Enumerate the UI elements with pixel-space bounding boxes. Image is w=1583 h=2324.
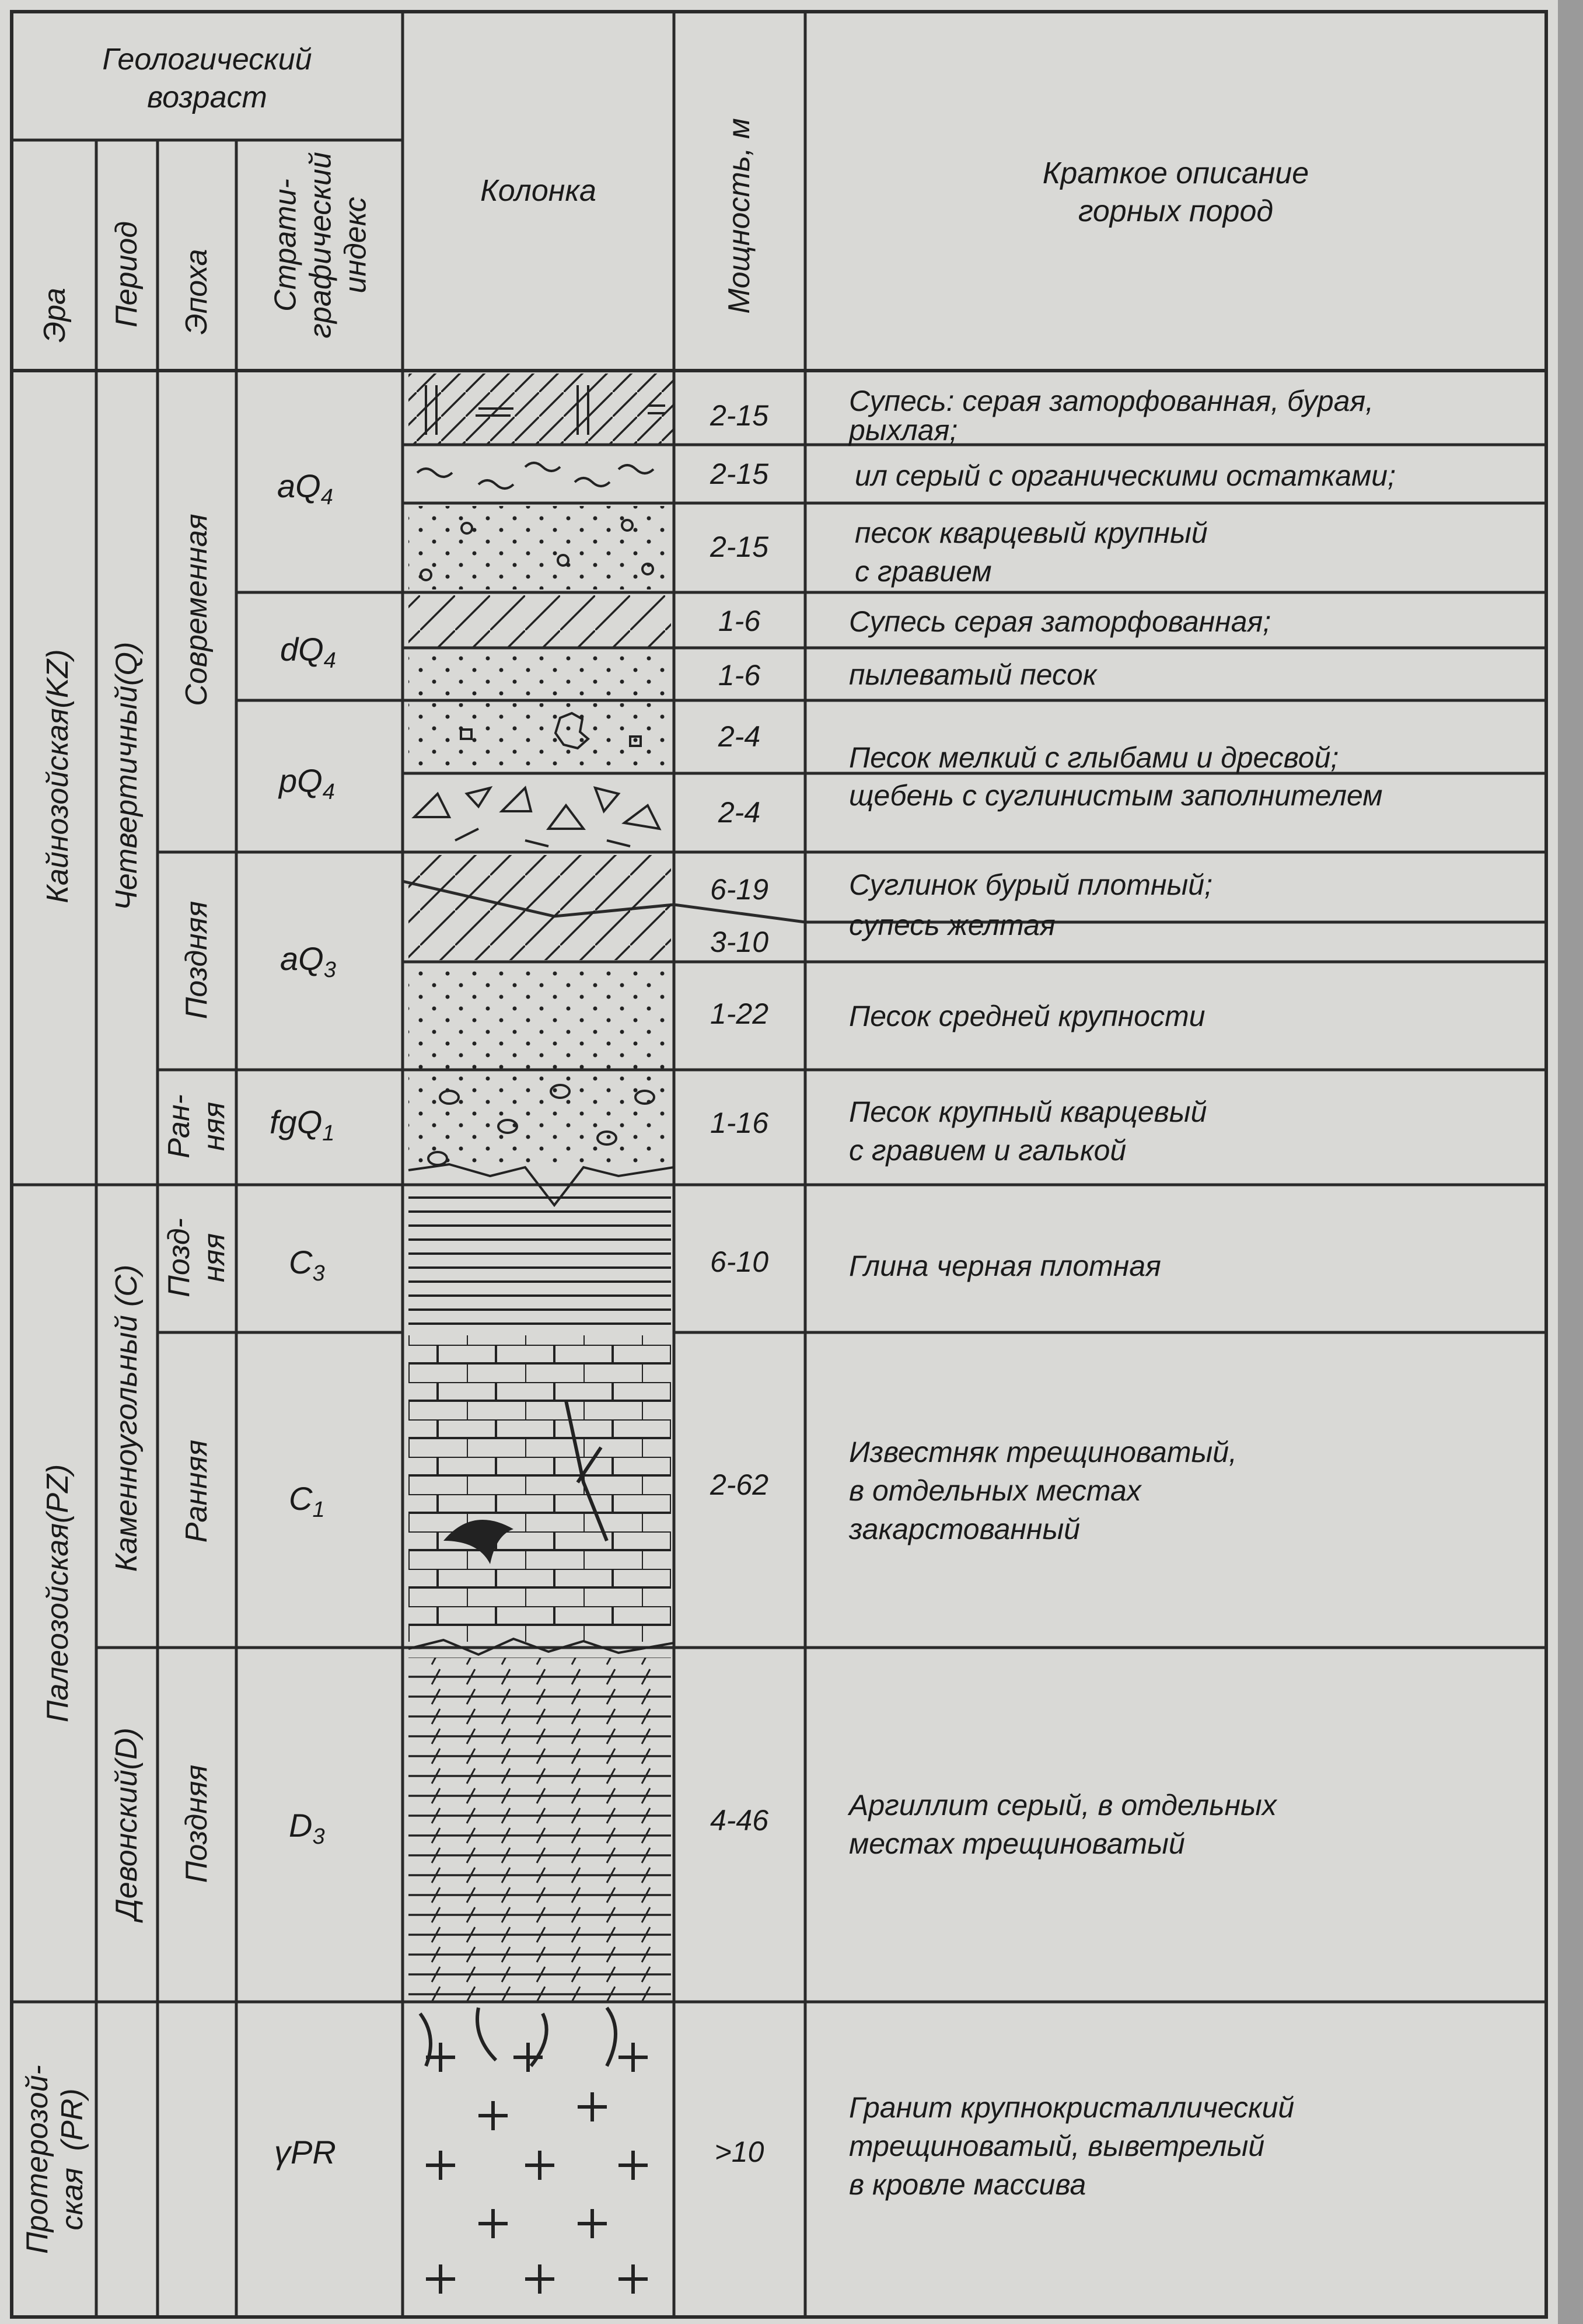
index-dq4: $dQ_4$	[280, 631, 336, 674]
index-aq4: $aQ_4$	[277, 467, 333, 510]
thickness-15: >10	[714, 2135, 764, 2168]
thickness-3: 2-15	[710, 531, 769, 563]
epoch-q-early: Ран- няя	[162, 1094, 231, 1158]
period-q: Четвертичный(Q)	[110, 641, 144, 911]
header-geological-age: Геологический возраст	[102, 43, 312, 114]
description-8: Суглинок бурый плотный;	[849, 868, 1212, 901]
description-7: щебень с суглинистым заполнителем	[849, 779, 1383, 812]
description-13: Известняк трещиноватый, в отдельных местах закарстованный	[849, 1436, 1237, 1545]
header-description: Краткое описание горных пород	[1042, 156, 1309, 228]
thickness-4: 1-6	[718, 605, 761, 637]
header-era: Эра	[38, 288, 72, 343]
period-d: Девонский(D)	[110, 1728, 144, 1920]
index-c3: $C_3$	[289, 1244, 325, 1286]
thickness-14: 4-46	[710, 1804, 769, 1837]
description-10: Песок средней крупности	[849, 1000, 1205, 1032]
thickness-13: 2-62	[710, 1468, 769, 1501]
thickness-8: 6-19	[710, 873, 769, 906]
period-c: Каменноугольный (C)	[110, 1264, 144, 1572]
index-c1: $C_1$	[289, 1480, 325, 1523]
index-aq3: $aQ_3$	[280, 940, 336, 983]
description-3: песок кварцевый крупный с гравием	[855, 517, 1208, 588]
epoch-c-late: Позд- няя	[162, 1218, 231, 1297]
era-pr: Протерозой- ская (PR)	[20, 2065, 89, 2254]
description-1: Супесь: серая заторфованная, бурая, рыхлая;	[849, 385, 1374, 446]
header-column: Колонка	[480, 174, 596, 208]
index-fgq1: fgQ$_1$	[270, 1104, 335, 1146]
epoch-modern: Современная	[180, 514, 214, 706]
thickness-9: 3-10	[710, 926, 769, 958]
epoch-q-late: Поздняя	[180, 901, 214, 1020]
thickness-1: 2-15	[710, 399, 769, 432]
epoch-d-late: Поздняя	[180, 1764, 214, 1883]
header-epoch: Эпоха	[180, 249, 214, 335]
description-5: пылеватый песок	[849, 658, 1097, 691]
description-2: ил серый с органическими остатками;	[855, 459, 1396, 492]
thickness-7: 2-4	[718, 796, 761, 829]
description-9: супесь желтая	[849, 909, 1056, 941]
header-strat-index: Страти- графический индекс	[268, 152, 372, 339]
thickness-11: 1-16	[710, 1107, 769, 1139]
lithology-column	[408, 374, 674, 2294]
header-thickness: Мощность, м	[722, 118, 757, 314]
description-15: Гранит крупнокристаллический трещиноватый, выветрелый в кровле массива	[849, 2091, 1295, 2201]
index-gamma-pr: γPR	[274, 2134, 336, 2171]
index-pq4: $pQ_4$	[279, 762, 335, 805]
epoch-c-early: Ранняя	[180, 1439, 214, 1543]
thickness-12: 6-10	[710, 1245, 769, 1278]
thickness-2: 2-15	[710, 458, 769, 490]
era-kz: Кайнозойская(KZ)	[41, 649, 75, 903]
thickness-6: 2-4	[718, 720, 761, 753]
description-12: Глина черная плотная	[849, 1250, 1161, 1282]
description-14: Аргиллит серый, в отдельных местах трещиноватый	[849, 1789, 1277, 1860]
description-11: Песок крупный кварцевый с гравием и галькой	[849, 1095, 1207, 1167]
description-6: Песок мелкий с глыбами и дресвой;	[849, 741, 1339, 774]
header-period: Период	[110, 221, 144, 328]
index-d3: $D_3$	[289, 1807, 325, 1850]
thickness-10: 1-22	[710, 997, 769, 1030]
thickness-5: 1-6	[718, 659, 761, 692]
era-pz: Палеозойская(PZ)	[41, 1464, 75, 1723]
description-4: Супесь серая заторфованная;	[849, 605, 1271, 638]
